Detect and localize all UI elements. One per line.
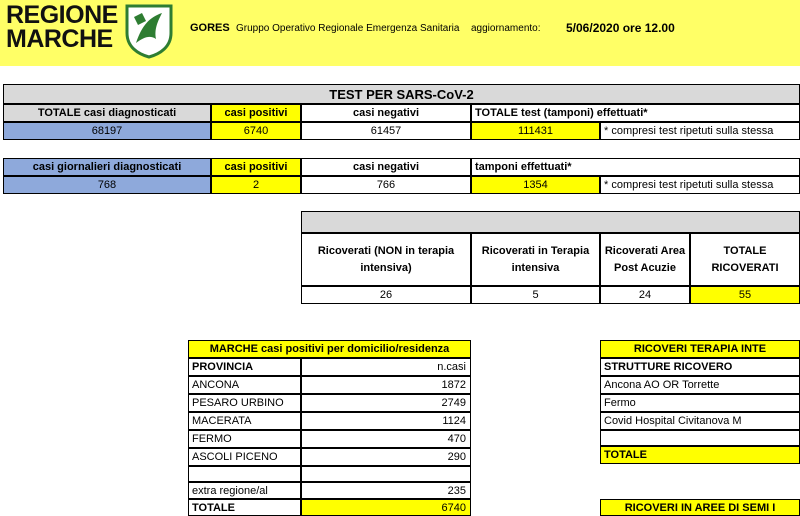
terapia-col-header: STRUTTURE RICOVERO	[600, 358, 800, 376]
province-name: ANCONA	[188, 376, 301, 394]
terapia-total-label: TOTALE	[600, 446, 800, 464]
terapia-structure: Fermo	[600, 394, 800, 412]
totals-header-tests: TOTALE test (tamponi) effettuati*	[471, 104, 800, 122]
totals-header-diagnosed: TOTALE casi diagnosticati	[3, 104, 211, 122]
terapia-title: RICOVERI TERAPIA INTE	[600, 340, 800, 358]
daily-header-tests: tamponi effettuati*	[471, 158, 800, 176]
daily-positive-value: 2	[211, 176, 301, 194]
daily-note: * compresi test ripetuti sulla stessa	[600, 176, 800, 194]
province-total-label: TOTALE	[188, 499, 301, 516]
test-title: TEST PER SARS-CoV-2	[3, 84, 800, 104]
update-date: 5/06/2020 ore 12.00	[566, 21, 675, 35]
daily-diagnosed-value: 768	[3, 176, 211, 194]
province-cases: 1872	[301, 376, 471, 394]
terapia-structure: Covid Hospital Civitanova M	[600, 412, 800, 430]
totals-header-negative: casi negativi	[301, 104, 471, 122]
gores-label: GORES	[190, 22, 230, 34]
province-name: PESARO URBINO	[188, 394, 301, 412]
region-emblem-icon	[124, 3, 174, 59]
update-label: aggiornamento:	[471, 23, 541, 34]
daily-header-diagnosed: casi giornalieri diagnosticati	[3, 158, 211, 176]
province-name: FERMO	[188, 430, 301, 448]
ricoveri-value-intensive: 5	[471, 286, 600, 304]
province-cases: 2749	[301, 394, 471, 412]
logo-line-2: MARCHE	[6, 25, 113, 53]
province-name: ASCOLI PICENO	[188, 448, 301, 466]
province-total-value: 6740	[301, 499, 471, 516]
ricoveri-value-non-intensive: 26	[301, 286, 471, 304]
terapia-structure: Ancona AO OR Torrette	[600, 376, 800, 394]
totals-negative-value: 61457	[301, 122, 471, 140]
ricoveri-value-post-acute: 24	[600, 286, 690, 304]
semi-intensive-title: RICOVERI IN AREE DI SEMI I	[600, 499, 800, 516]
province-cases: 290	[301, 448, 471, 466]
terapia-empty-cell	[600, 430, 800, 446]
totals-tests-value: 111431	[471, 122, 600, 140]
totals-positive-value: 6740	[211, 122, 301, 140]
ricoveri-header-post-acute: Ricoverati Area Post Acuzie	[600, 233, 690, 286]
daily-negative-value: 766	[301, 176, 471, 194]
ricoveri-value-total: 55	[690, 286, 800, 304]
ricoveri-top-bar	[301, 211, 800, 233]
extra-region-value: 235	[301, 482, 471, 499]
province-cases: 1124	[301, 412, 471, 430]
province-cases: 470	[301, 430, 471, 448]
totals-note: * compresi test ripetuti sulla stessa	[600, 122, 800, 140]
province-empty-cell	[188, 466, 301, 482]
province-col-header: PROVINCIA	[188, 358, 301, 376]
totals-diagnosed-value: 68197	[3, 122, 211, 140]
extra-region-label: extra regione/al	[188, 482, 301, 499]
ricoveri-header-total: TOTALE RICOVERATI	[690, 233, 800, 286]
daily-tests-value: 1354	[471, 176, 600, 194]
province-title: MARCHE casi positivi per domicilio/residenza	[188, 340, 471, 358]
daily-header-positive: casi positivi	[211, 158, 301, 176]
gores-subtitle: Gruppo Operativo Regionale Emergenza Sanitaria	[236, 23, 460, 34]
province-name: MACERATA	[188, 412, 301, 430]
daily-header-negative: casi negativi	[301, 158, 471, 176]
ricoveri-header-non-intensive: Ricoverati (NON in terapia intensiva)	[301, 233, 471, 286]
ricoveri-header-intensive: Ricoverati in Terapia intensiva	[471, 233, 600, 286]
province-empty-cell	[301, 466, 471, 482]
logo-line-1: REGIONE	[6, 1, 118, 29]
region-logo-text	[6, 3, 118, 51]
cases-col-header: n.casi	[301, 358, 471, 376]
totals-header-positive: casi positivi	[211, 104, 301, 122]
